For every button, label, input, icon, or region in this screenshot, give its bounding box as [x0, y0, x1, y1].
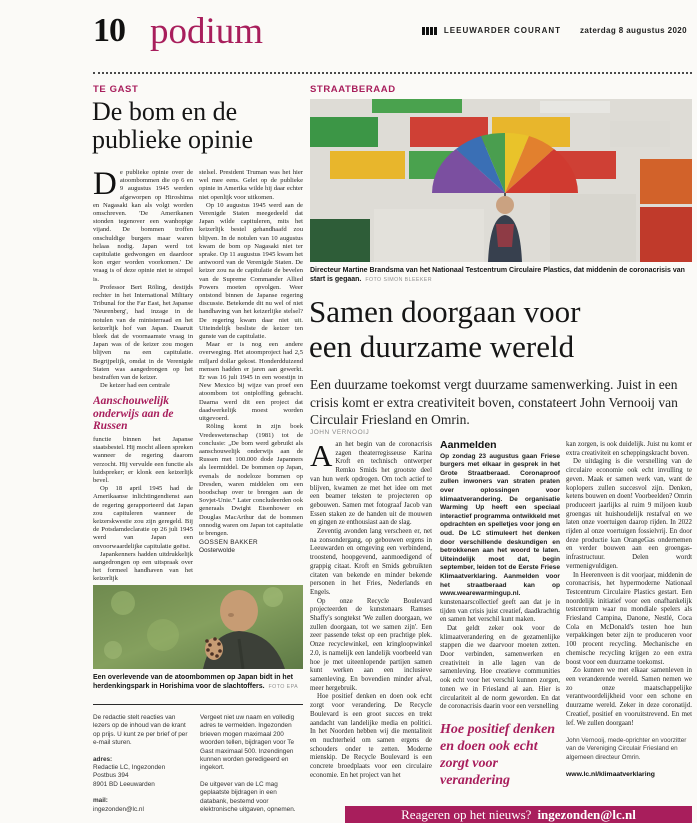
- reaction-banner: [345, 806, 692, 823]
- colofon-column-1: [93, 714, 193, 814]
- paragraph: Op 18 april 1945 had de Amerikaanse inlichtingendienst aan de regering gerapporteerd dat Japan zou capituleren wanneer de keizerskwestie zou zijn geregeld. Bij de Potsdamdeclaratie op 26 juli 1945 werd van Japan een onvoorwaardelijke capitulatie geëist.: [93, 485, 193, 550]
- byline: JOHN VERNOOIJ: [310, 429, 370, 436]
- paragraph: Zo kunnen we met elkaar samenleven in een veranderende wereld. Samen nemen we zo onze maatschappelijke verantwoordelijkheid voor een schone en duurzame wereld. Zeker in deze coronatijd. Creatief, positief en vooruitstrevend. En met lef. We zullen doorgaan!: [566, 667, 692, 727]
- masthead-name: LEEUWARDER COURANT: [443, 26, 562, 35]
- left-photo-credit: FOTO EPA: [268, 684, 299, 690]
- umbrella-person-illustration: [410, 129, 600, 262]
- pull-quote: Hoe positief denken en doen ook echt zorgt voor verandering: [440, 721, 556, 788]
- paragraph: De keizer had een centrale: [100, 382, 170, 390]
- colofon-adres-line: Postbus 394: [93, 772, 129, 780]
- paragraph: Op onze Recycle Boulevard projecteerden de kunstenaars Ramses Shaffy's songtekst 'We zullen doorgaan, we zullen doorgaan, tot we samen zijn'. Een zeer passende tekst op een prachtige plek. Onze recyclewinkel, een kringloopwinkel 2.0, is namelijk een landelijk voorbeeld van hoe je met uiteenlopende partijen samen kunt werken aan een inclusieve samenleving. En bovendien minder afval, meer hergebruik.: [310, 597, 432, 692]
- photo-block: [610, 121, 670, 147]
- paragraph: stelsel. President Truman was het hier wel mee eens. Gelet op de publieke opinie in Amerika wilde hij daar echter niet openlijk voor uitkomen.: [199, 169, 303, 201]
- colofon-adres-line: Redactie LC, Ingezonden: [93, 764, 166, 772]
- photo-block: [372, 99, 462, 113]
- right-article-column-1: [310, 441, 432, 805]
- author-name: GOSSEN BAKKER: [199, 539, 258, 547]
- page-number: 10: [93, 12, 125, 49]
- photo-block: [310, 219, 370, 262]
- lc-logo-bars-icon: [422, 27, 437, 35]
- header-rule: [93, 72, 692, 74]
- left-article-column-2: [199, 169, 303, 583]
- banner-email: ingezonden@lc.nl: [537, 806, 636, 822]
- paragraph: kan zorgen, is ook duidelijk. Juist nu komt er extra creativiteit en scheppingskracht boven.: [566, 441, 692, 457]
- right-article-column-2: [440, 441, 560, 805]
- colofon-mail-label: mail:: [93, 797, 108, 805]
- right-article-headline: [309, 294, 691, 364]
- masthead-date: zaterdag 8 augustus 2020: [580, 26, 687, 35]
- colofon-adres-line: 8901 BD Leeuwarden: [93, 780, 155, 788]
- crosshead: Aanschouwelijk onderwijs aan de Russen: [93, 395, 174, 433]
- author-place: Oosterwolde: [199, 547, 235, 555]
- paragraph: De publieke opinie over de atoombommen die op 6 en 9 augustus 1945 werden afgeworpen op Hiroshima en Nagasaki kan als volgt worden omschreven. 'De Amerikanen stonden tegenover een wanhopige vijand. De bommen troffen onschuldige burgers maar waren helaas nodig. Japan werd tot capitulatie gedwongen en daardoor kon erger worden voorkomen.' De vraag is of deze opinie niet te simpel is.: [93, 169, 193, 283]
- photo-block: [310, 117, 378, 147]
- paragraph: Hoe positief denken en doen ook echt zorgt voor verandering. De Recycle Boulevard is een groot succes en trekt aandacht van landelijke media en politici. In het Noorden hebben wij die mentaliteit en nuchterheid om samen ergens de schouders onder te zetten. Moderne mienskip. De Recycle Boulevard is een concrete broedplaats voor een circulaire economie. En het project van het: [310, 693, 432, 779]
- banner-question: Reageren op het nieuws?: [401, 806, 532, 822]
- left-headline-line2: publieke opinie: [92, 125, 254, 154]
- colofon-adres-label: adres:: [93, 755, 113, 763]
- paragraph: functie binnen het Japanse staatsbestel. Hij mocht alleen spreken wanneer de regering daarom verzocht. Hij vervulde een functie als luidspreker; er klonk een keizerlijk bevel.: [93, 435, 193, 484]
- right-photo-caption: Directeur Martine Brandsma van het Nationaal Testcentrum Circulaire Plastics, dat middenin de coronacrisis van start is gegaan. FOTO SIMON BLEEKER: [310, 267, 685, 283]
- testcentrum-photo: [310, 99, 692, 262]
- colofon-note: Vergeet niet uw naam en volledig adres te vermelden. Ingezonden brieven mogen maximaal 200 woorden tellen, bijdragen voor Te Gast maximaal 500. Inzendingen kunnen worden geredigeerd en ingekort.: [200, 714, 295, 772]
- paragraph: De uitdaging is die versnelling van de circulaire economie ook echt invulling te geven. Maak er samen werk van, want de koplopers zullen succesvol zijn. Denken, ketens bouwen en doen! Voorbeelden? Omrin produceert jaarlijks al ruim 9 miljoen kuub groengas uit huishoudelijk restafval en we laten onze voertuigen daarop rijden. In 2022 rijden al onze voertuigen fossielvrij. En door deze productie kan OrangeGas ondernemen en verder bouwen aan een groengas-infrastructuur. Delen wordt vermenigvuldigen.: [566, 458, 692, 570]
- colofon-column-2: [200, 714, 303, 814]
- left-article-headline: [92, 98, 302, 154]
- photo-block: [640, 159, 692, 204]
- right-article-kicker: STRAATBERAAD: [310, 84, 396, 95]
- aanmelden-text: Op zondag 23 augustus gaan Friese burgers met elkaar in gesprek in het Grote Straatberaad. Coronaproof zullen inwoners van straten praten over oplossingen voor klimaatverandering. De organisatie Warming Up heeft een speciaal interactief programma ontwikkeld met opdrachten en spelletjes voor jong en oud. De LC stimuleert het denken door verschillende deskundigen en betrokkenen aan het woord te laten. Uiteindelijk moet dat, begin september, leiden tot de Eerste Friese Klimaatverklaring. Aanmelden voor het straatberaad kan op www.wearewarmingup.nl.: [440, 452, 560, 598]
- masthead: [422, 26, 687, 35]
- photo-block: [640, 207, 692, 262]
- paragraph: Japankenners hadden uitdrukkelijk aangedrongen op een uitspraak over het formeel handhaven van het keizerlijk: [93, 550, 193, 583]
- article-weblink: www.lc.nl/klimaatverklaring: [566, 770, 655, 778]
- paragraph: Röling komt in zijn boek Vredeswetenschap (1981) tot de conclusie: „De bom werd gebruikt als aanschouwelijk onderwijs aan de Russen met 100.000 dode Japanners als leermiddel. De bommen op Japan, evenals de nodeloze bommen op Dresden, waren middelen om een boodschap over te brengen aan de Sovjet-Unie.” Later concludeerden ook generaals Dwight Eisenhower en Douglas MacArthur dat de bommen onnodig waren om Japan tot capitulatie te brengen.: [199, 423, 303, 537]
- paragraph: Zeventig avonden lang verscheen er, net na zonsondergang, op gebouwen ergens in Leeuwarden en omgeving een verbindend, troostend, hoopgevend, aanmoedigend of grappig citaat. Kroft en Smids gebruikten citaten van bekende en minder bekende personen in het Fries, Nederlands en Engels.: [310, 528, 432, 596]
- right-article-column-3: [566, 441, 692, 805]
- right-article-intro: Een duurzame toekomst vergt duurzame samenwerking. Juist in een crisis komt er extra creativiteit boven, constateert John Vernooij van Circulair Friesland en Omrin.: [310, 377, 678, 427]
- right-photo-credit: FOTO SIMON BLEEKER: [365, 277, 432, 283]
- right-headline-line2: een duurzame wereld: [309, 329, 575, 364]
- hiroshima-survivor-photo: [93, 585, 303, 669]
- left-photo-caption: Een overlevende van de atoombommen op Japan bidt in het herdenkingspark in Horishima voor de slachtoffers. FOTO EPA: [93, 674, 299, 690]
- paragraph: Maar er is nog een andere overweging. Het atoomproject had 2,5 miljard dollar gekost. Honderdduizend mensen hadden er jaren aan gewerkt. Er was 16 juli 1945 in een woestijn in New Mexico bij wijze van proef een atoombom tot ontploffing gebracht. Daarna werd dit een project dat daadwerkelijk moest worden uitgevoerd.: [199, 341, 303, 423]
- left-headline-line1: De bom en de: [92, 97, 238, 126]
- paragraph: Aan het begin van de coronacrisis zagen theaterregisseuse Karina Kroft en technisch ontwerper Remko Smids het grootste deel van hun werk opdrogen. Om toch actief te blijven, kwamen ze met het idee om met een beamer teksten te projecteren op gebouwen. Samen met fotograaf Jacob van Essen staken ze de handen uit de mouwen en gingen ze enthousiast aan de slag.: [310, 441, 432, 527]
- paragraph: In Heerenveen is dit voorjaar, middenin de coronacrisis, het hypermoderne Nationaal Testcentrum Circulaire Plastics gestart. Een noordelijk initiatief voor een onafhankelijk testcentrum waar nu mondiale spelers als Friesland Campina, Danone, Nestlé, Coca Cola en McDonald's testen hoe hun verpakkingen beter zijn te produceren voor 100 procent recycling. Mechanische en chemische recycling krijgen zo een extra boost voor een duurzame toekomst.: [566, 571, 692, 666]
- aanmelden-box: [440, 441, 560, 599]
- survivor-photo-illustration: [93, 585, 303, 669]
- paragraph: Dat geldt zeker ook voor de klimaatverandering en de gezamenlijke stappen die we daarvoor moeten zetten. Door verbinden, samenwerken en creativiteit in alle lagen van de samenleving. Hoe creatieve communities ook echt voor het verschil kunnen zorgen, tonen we in Friesland al aan. Hier is circulariteit al de norm geworden. En dat de coronacrisis daarin voor een versnelling: [440, 624, 560, 711]
- colofon-rule: [93, 704, 303, 705]
- left-article-kicker: TE GAST: [93, 84, 139, 95]
- paragraph: kunstenaarscollectief geeft aan dat je in tijden van crisis juist creatief, daadkrachtig en samen het verschil kunt maken.: [440, 598, 560, 624]
- dropcap: A: [310, 441, 333, 473]
- colofon-mail-address: ingezonden@lc.nl: [93, 805, 144, 813]
- left-article-column-1: [93, 169, 193, 583]
- dropcap: D: [93, 169, 117, 202]
- right-headline-line1: Samen doorgaan voor: [309, 294, 581, 329]
- paragraph: Professor Bert Röling, destijds rechter in het International Military Tribunal for the Far East, het Japanse 'Neurenberg', had inzage in de notulen van de ministerraad en het keizerlijk hof van Japan. Daaruit bleek dat de voornaamste vraag in Japan was of de keizer zou mogen blijven na een capitulatie. Begrijpelijk, omdat in de Verenigde Staten was aangedrongen op het bestraffen van de keizer.: [93, 283, 193, 382]
- colofon-intro: De redactie stelt reacties van lezers op de inhoud van de krant op prijs. U kunt ze per brief of per e-mail sturen.: [93, 714, 188, 747]
- paragraph: Op 10 augustus 1945 werd aan de Verenigde Staten meegedeeld dat Japan wilde capituleren, mits het keizerlijk bestel gehandhaafd zou blijven. In de notulen van 10 augustus kwam de bom op Nagasaki niet ter sprake. Op 11 augustus 1945 kwam het antwoord van de Verenigde Staten. De keizer zou na de capitulatie de bevelen van de Supreme Commander Allied Powers moeten opvolgen. Weer ontstond binnen de Japanse regering discussie. Betekende dit nu wel of niet handhaving van het keizerlijke stelsel? De regering kwam daar niet uit. Uiteindelijk besliste de keizer ten gunste van de capitulatie.: [199, 201, 303, 341]
- section-title: podium: [150, 11, 264, 52]
- aanmelden-title: Aanmelden: [440, 441, 497, 451]
- colofon-note: De uitgever van de LC mag geplaatste bijdragen in een databank, bestemd voor elektronische uitgaven, opnemen.: [200, 780, 296, 814]
- photo-block: [540, 101, 610, 113]
- photo-block: [330, 151, 405, 179]
- author-bio: John Vernooij, mede-oprichter en voorzitter van de Vereniging Circulair Friesland en algemeen directeur Omrin.: [566, 737, 687, 761]
